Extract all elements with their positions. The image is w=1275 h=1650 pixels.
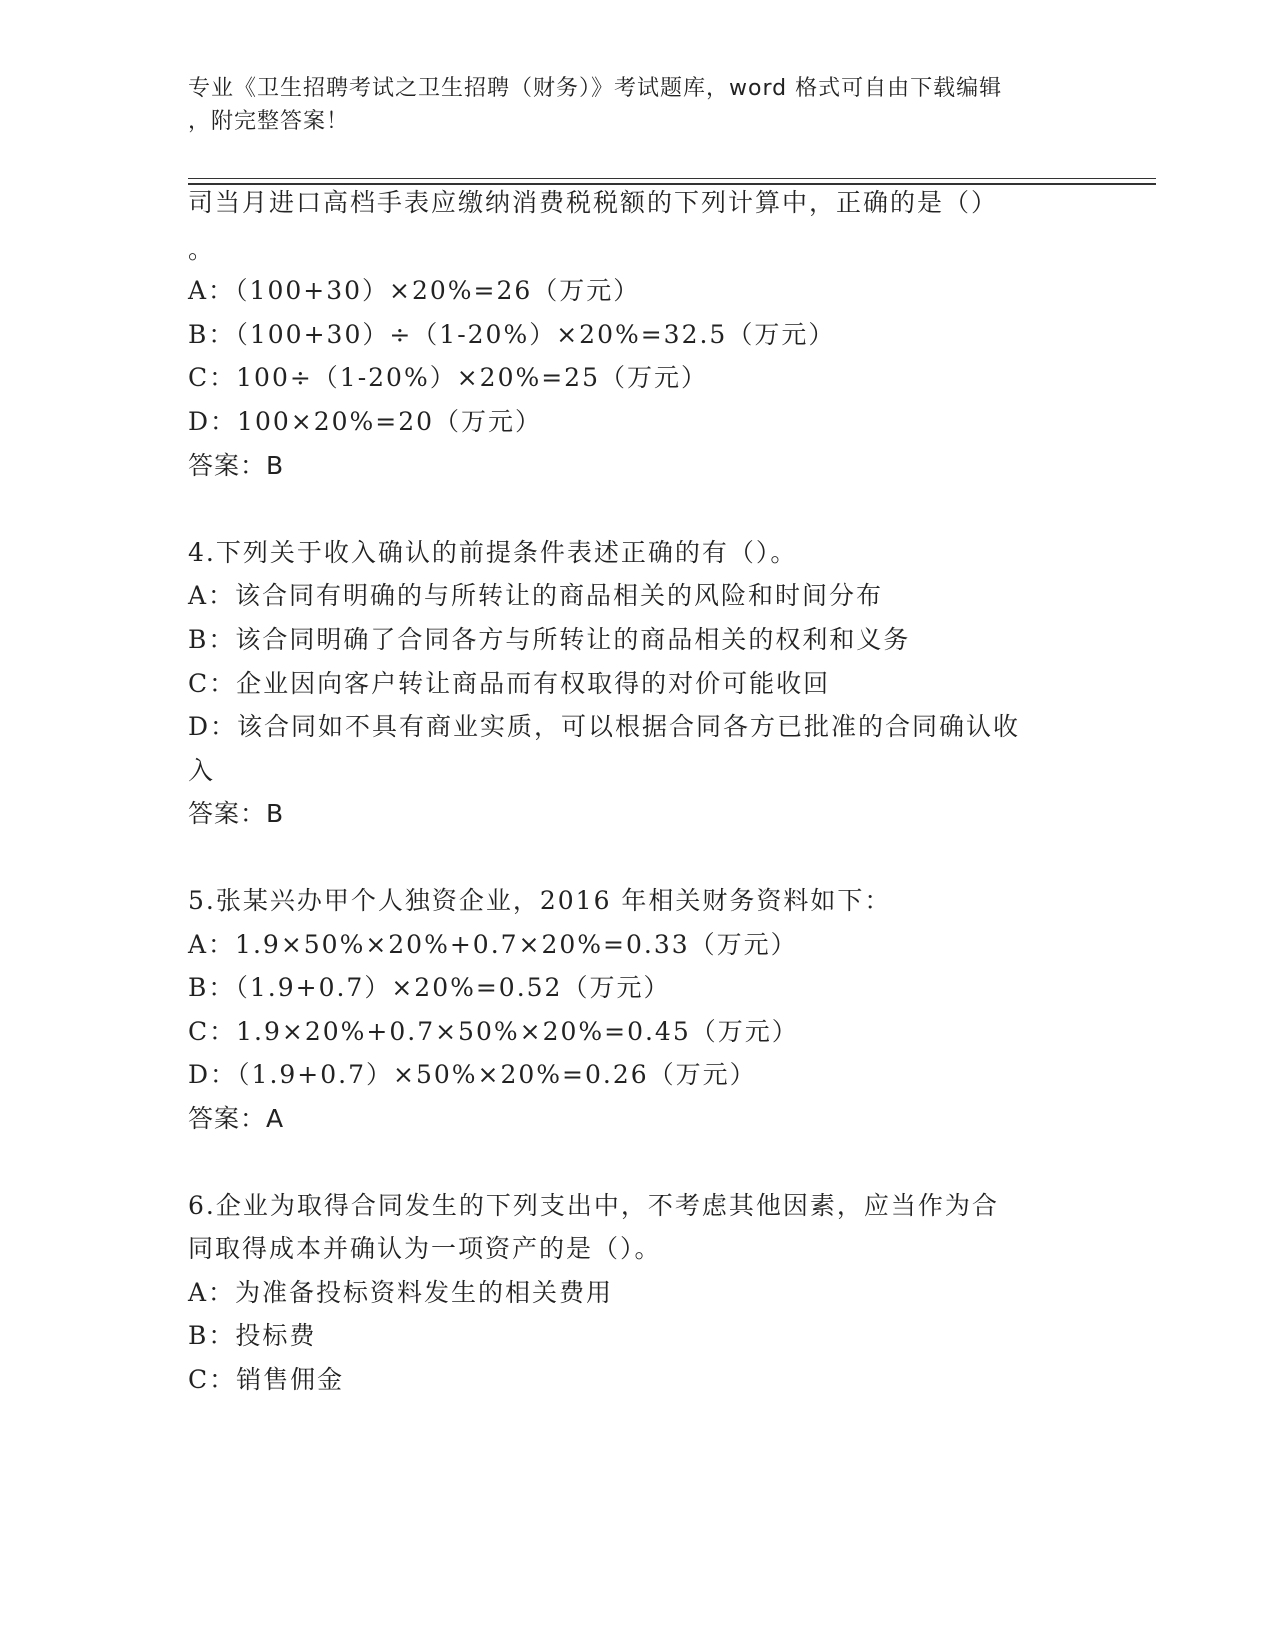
document-header — [188, 72, 1068, 138]
q4-option-d-line1: D：该合同如不具有商业实质，可以根据合同各方已批准的合同确认收 — [188, 712, 1021, 741]
q5-option-d: D：（1.9+0.7）×50%×20%=0.26（万元） — [188, 1060, 757, 1089]
q5-stem: 5.张某兴办甲个人独资企业，2016 年相关财务资料如下： — [188, 886, 892, 915]
q3-answer: 答案：B — [188, 451, 285, 480]
q6-stem-line1: 6.企业为取得合同发生的下列支出中，不考虑其他因素，应当作为合 — [188, 1191, 999, 1220]
q4-option-a: A：该合同有明确的与所转让的商品相关的风险和时间分布 — [188, 581, 884, 610]
q3-option-a: A：（100+30）×20%=26（万元） — [188, 276, 641, 305]
header-divider-thin — [188, 178, 1156, 179]
q3-option-d: D：100×20%=20（万元） — [188, 407, 543, 436]
header-title-line1: 专业《卫生招聘考试之卫生招聘（财务）》考试题库，word 格式可自由下载编辑 — [188, 76, 1003, 101]
header-title-line2: ，附完整答案！ — [188, 109, 350, 134]
q6-option-c: C：销售佣金 — [188, 1365, 345, 1394]
q4-answer: 答案：B — [188, 799, 285, 828]
q5-option-a: A：1.9×50%×20%+0.7×20%=0.33（万元） — [188, 930, 798, 959]
q4-option-d-line2: 入 — [188, 756, 216, 785]
q3-stem-line2: 。 — [188, 235, 216, 264]
q5-option-c: C：1.9×20%+0.7×50%×20%=0.45（万元） — [188, 1017, 799, 1046]
q6-option-a: A：为准备投标资料发生的相关费用 — [188, 1278, 614, 1307]
q5-answer: 答案：A — [188, 1104, 285, 1133]
header-divider-thick — [188, 183, 1156, 185]
q6-stem-line2: 同取得成本并确认为一项资产的是（）。 — [188, 1234, 662, 1263]
q6-option-b: B：投标费 — [188, 1321, 317, 1350]
q3-option-b: B：（100+30）÷（1-20%）×20%=32.5（万元） — [188, 320, 836, 349]
q4-stem: 4.下列关于收入确认的前提条件表述正确的有（）。 — [188, 538, 798, 567]
q3-option-c: C：100÷（1-20%）×20%=25（万元） — [188, 363, 708, 392]
q5-option-b: B：（1.9+0.7）×20%=0.52（万元） — [188, 973, 671, 1002]
q3-stem-line1: 司当月进口高档手表应缴纳消费税税额的下列计算中，正确的是（） — [188, 188, 999, 217]
q4-option-b: B：该合同明确了合同各方与所转让的商品相关的权利和义务 — [188, 625, 911, 654]
q4-option-c: C：企业因向客户转让商品而有权取得的对价可能收回 — [188, 669, 831, 698]
